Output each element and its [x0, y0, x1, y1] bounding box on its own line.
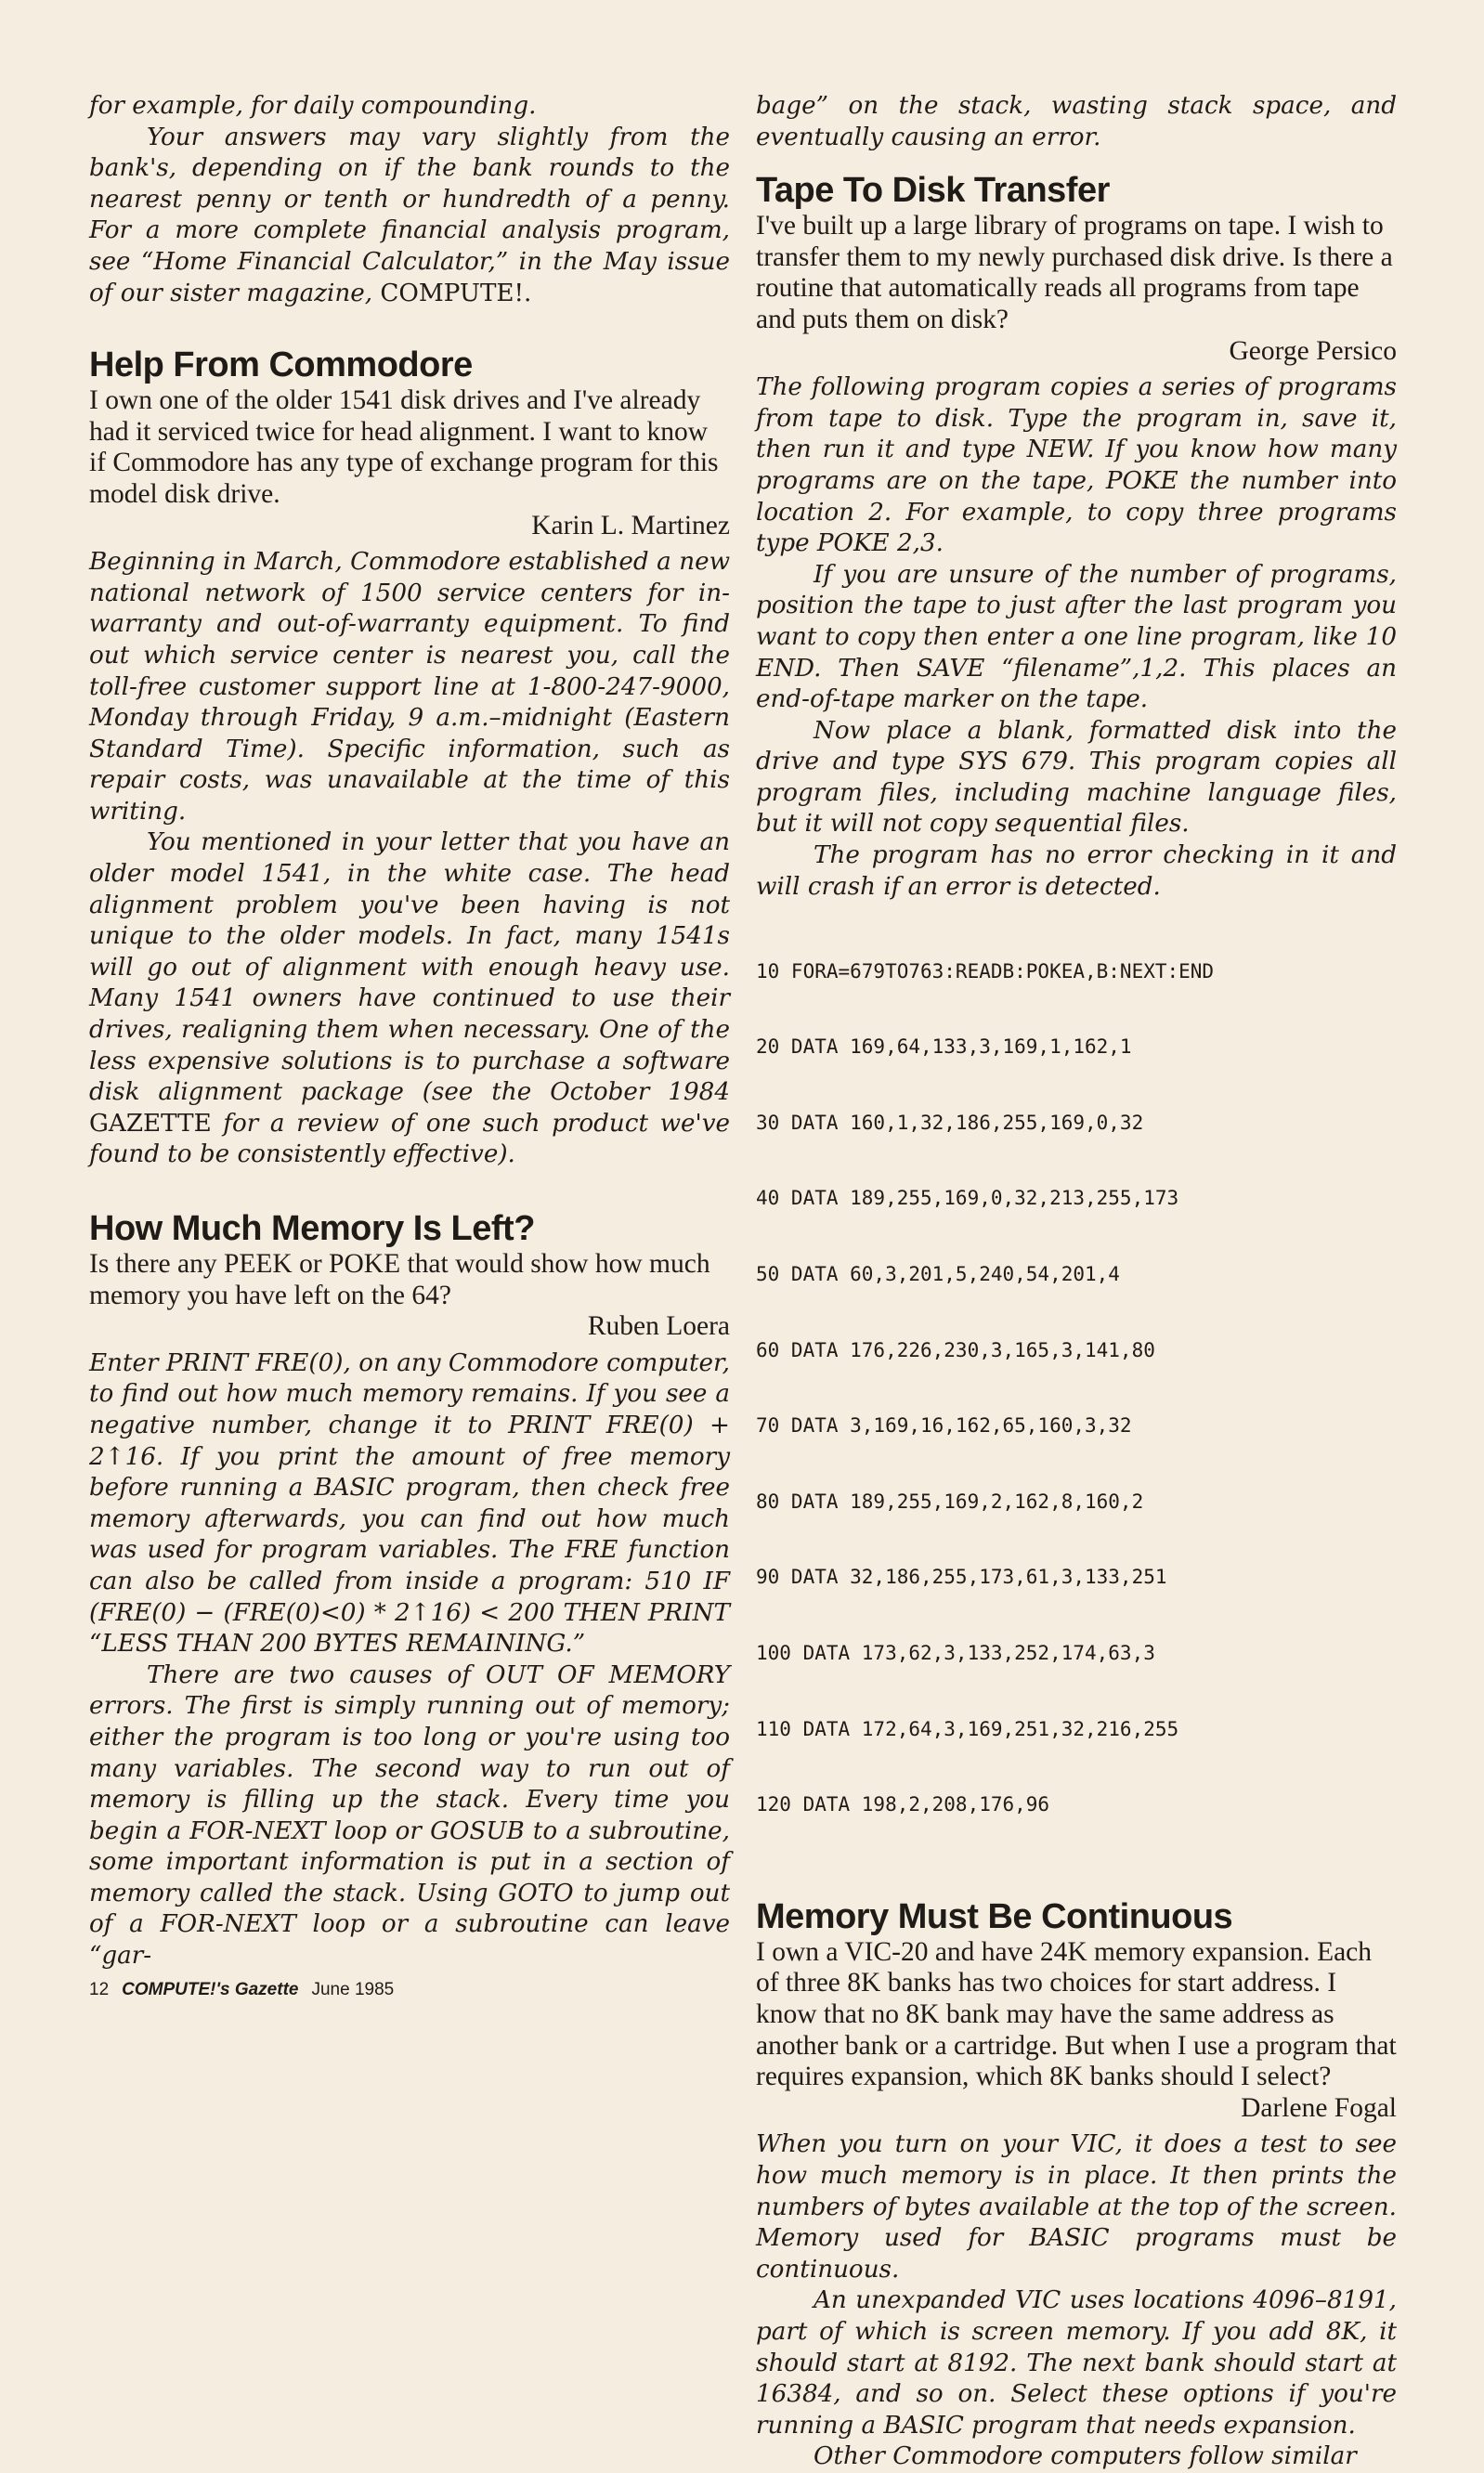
right-column	[756, 91, 1397, 2473]
memory-answer-1: Enter PRINT FRE(0), on any Commodore computer, to find out how much memory remains. If you see a negative number, change it to PRINT FRE(0) + 2↑16. If you print the amount of free memory before running a BASIC program, then check free memory afterwards, you can find out how much was used for program variables. The FRE function can also be called from inside a program: 510 IF (FRE(0) − (FRE(0)<0) * 2↑16) < 200 THEN PRINT “LESS THAN 200 BYTES REMAINING.”	[89, 1348, 730, 1659]
help-heading: Help From Commodore	[89, 345, 473, 385]
tape-answer-1: The following program copies a series of programs from tape to disk. Type the program in, save it, then run it and type NEW. If you know how many programs are on the tape, POKE the number into location 2. For example, to copy three programs type POKE 2,3.	[756, 373, 1397, 558]
memory-answer-2: There are two causes of OUT OF MEMORY errors. The first is simply running out of memory; either the program is too long or you're using too many variables. The second way to run out of memory is filling up the stack. Every time you begin a FOR-NEXT loop or GOSUB to a subroutine, some important information is put in a section of memory called the stack. Using GOTO to jump out of a FOR-NEXT loop or a subroutine can leave “gar-	[89, 1660, 730, 1971]
tape-question: I've built up a large library of programs on tape. I wish to transfer them to my newly purchased disk drive. Is there a routine that automatically reads all programs from tape and puts them on disk?	[756, 211, 1393, 334]
continuous-answer-3: Other Commodore computers follow similar	[814, 2442, 1357, 2471]
stack-continuation: bage” on the stack, wasting stack space, and eventually causing an error.	[756, 92, 1397, 151]
listing-line: 60 DATA 176,226,230,3,165,3,141,80	[756, 1338, 1155, 1361]
intro-continuation-line: for example, for daily compounding.	[89, 92, 537, 120]
listing-line: 50 DATA 60,3,201,5,240,54,201,4	[756, 1263, 1120, 1286]
help-answer-2-text: You mentioned in your letter that you have an older model 1541, in the white case. The head alignment problem you've been having is not unique to the older models. In fact, many 1541s will go out of alignment with enough heavy use. Many 1541 owners have continued to use their drives, realigning them when necessary. One of the less expensive solutions is to purchase a software disk alignment package (see the October 1984	[89, 828, 730, 1107]
intro-continuation-paragraph	[89, 123, 730, 310]
tape-answer-3: Now place a blank, formatted disk into the drive and type SYS 679. This program copies all program files, including machine language files, but it will not copy sequential files.	[756, 716, 1397, 839]
listing-line: 90 DATA 32,186,255,173,61,3,133,251	[756, 1566, 1167, 1589]
memory-heading: How Much Memory Is Left?	[89, 1209, 535, 1248]
help-answer-1: Beginning in March, Commodore established a new national network of 1500 service centers for in-warranty and out-of-warranty equipment. To find out which service center is nearest you, call the toll-free customer support line at 1-800-247-9000, Monday through Friday, 9 a.m.–midnight (Eastern Standard Time). Specific information, such as repair costs, was unavailable at the time of this writing.	[89, 548, 730, 826]
tape-author: George Persico	[1229, 335, 1397, 366]
tape-answer-4: The program has no error checking in it and will crash if an error is detected.	[756, 841, 1397, 901]
memory-author: Ruben Loera	[587, 1311, 730, 1342]
continuous-heading: Memory Must Be Continuous	[756, 1896, 1233, 1936]
program-listing	[756, 908, 1397, 1868]
continuous-answer-1: When you turn on your VIC, it does a test to see how much memory is in place. It then prints the numbers of bytes available at the top of the screen. Memory used for BASIC programs must be continuous.	[756, 2130, 1397, 2284]
intro-text: Your answers may vary slightly from the bank's, depending on if the bank rounds to the nearest penny or tenth or hundredth of a penny. For a more complete financial analysis program, see “Home Financial Calculator,” in the May issue of our sister magazine,	[89, 123, 730, 307]
listing-line: 110 DATA 172,64,3,169,251,32,216,255	[756, 1717, 1179, 1740]
listing-line: 120 DATA 198,2,208,176,96	[756, 1793, 1050, 1816]
continuous-answer-2: An unexpanded VIC uses locations 4096–8191, part of which is screen memory. If you add 8K, it should start at 8192. The next bank should start at 16384, and so on. Select these options if you're running a BASIC program that needs expansion.	[756, 2286, 1397, 2440]
continuous-author: Darlene Fogal	[1241, 2092, 1397, 2123]
page-number: 12	[89, 1980, 110, 1999]
continuous-question: I own a VIC-20 and have 24K memory expansion. Each of three 8K banks has two choices for start address. I know that no 8K bank may have the same address as another bank or a cartridge. But when I use a program that requires expansion, which 8K banks should I select?	[756, 1936, 1397, 2092]
intro-magazine-name: COMPUTE!.	[380, 279, 532, 307]
help-question: I own one of the older 1541 disk drives and I've already had it serviced twice for head alignment. I want to know if Commodore has any type of exchange program for this model disk drive.	[89, 385, 719, 509]
tape-answer-2: If you are unsure of the number of programs, position the tape to just after the last program you want to copy then enter a one line program, like 10 END. Then SAVE “filename”,1,2. This places an end-of-tape marker on the tape.	[756, 560, 1397, 714]
listing-line: 40 DATA 189,255,169,0,32,213,255,173	[756, 1187, 1179, 1210]
tape-heading: Tape To Disk Transfer	[756, 171, 1110, 211]
help-answer-2-tail: for a review of one such product we've found to be consistently effective).	[89, 1109, 730, 1169]
help-answer-2-magazine: GAZETTE	[89, 1109, 212, 1138]
listing-line: 20 DATA 169,64,133,3,169,1,162,1	[756, 1035, 1132, 1059]
listing-line: 70 DATA 3,169,16,162,65,160,3,32	[756, 1414, 1132, 1438]
memory-question: Is there any PEEK or POKE that would show how much memory you have left on the 64?	[89, 1249, 710, 1310]
help-answer-2	[89, 827, 730, 1171]
listing-line: 30 DATA 160,1,32,186,255,169,0,32	[756, 1111, 1144, 1134]
page-footer	[89, 1980, 407, 2000]
left-column	[89, 91, 730, 1972]
help-author: Karin L. Martinez	[531, 510, 730, 540]
listing-line: 100 DATA 173,62,3,133,252,174,63,3	[756, 1642, 1155, 1664]
listing-line: 10 FORA=679TO763:READB:POKEA,B:NEXT:END	[756, 959, 1215, 983]
magazine-name: COMPUTE!'s Gazette	[122, 1980, 299, 1999]
issue-date: June 1985	[311, 1980, 395, 1999]
listing-line: 80 DATA 189,255,169,2,162,8,160,2	[756, 1490, 1144, 1513]
